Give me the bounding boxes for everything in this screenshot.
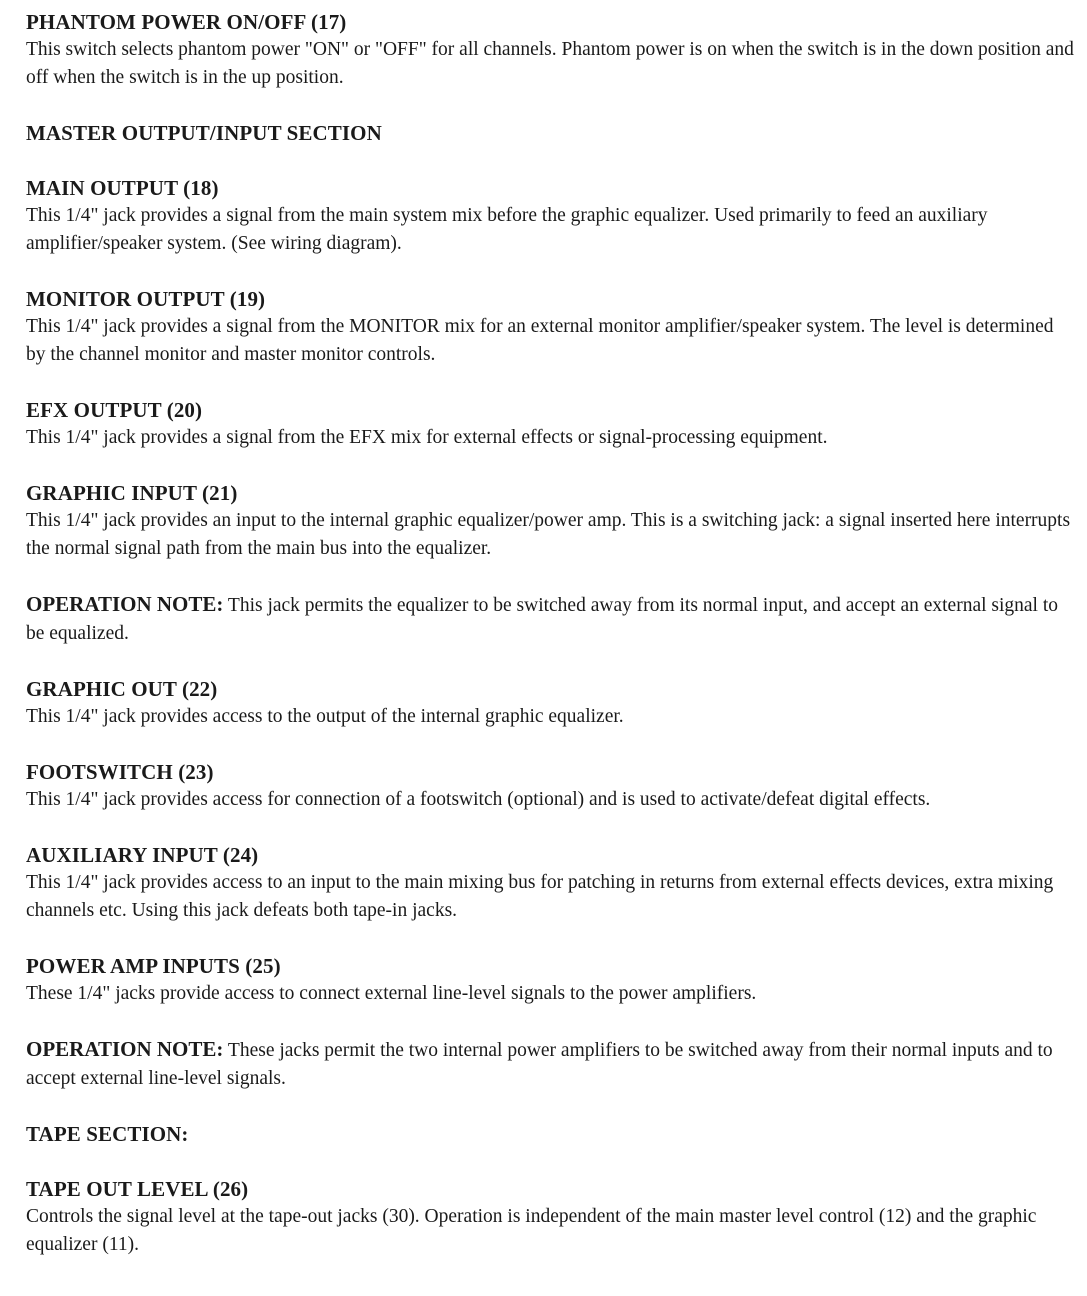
section-auxiliary-input [26,841,1076,925]
note-paragraph [26,590,1076,648]
section-tape-out-level [26,1175,1076,1259]
note-text: This jack permits the equalizer to be switched away from its normal input, and accept an external signal to be equalized. [26,595,1059,644]
section-heading: EFX OUTPUT (20) [26,398,203,422]
note-text: These jacks permit the two internal power amplifiers to be switched away from their normal inputs and to accept external line-level signals. [26,1040,1053,1089]
section-body: This 1/4" jack provides a signal from the main system mix before the graphic equalizer. Used primarily to feed an auxiliary amplifier/speaker system. (See wiring diagram). [26,205,988,254]
section-heading: MAIN OUTPUT (18) [26,176,219,200]
section-body: Controls the signal level at the tape-out jacks (30). Operation is independent of the main master level control (12) and the graphic equalizer (11). [26,1206,1037,1255]
section-graphic-out [26,675,1076,731]
section-body: This switch selects phantom power "ON" or "OFF" for all channels. Phantom power is on when the switch is in the down position and off when the switch is in the up position. [26,39,1074,88]
section-master-output-input [26,119,1076,147]
note-paragraph [26,1035,1076,1093]
section-heading: GRAPHIC INPUT (21) [26,481,238,505]
operation-note-power-amp [26,1035,1076,1093]
note-label: OPERATION NOTE: [26,592,224,616]
operation-note-graphic-input [26,590,1076,648]
section-heading: PHANTOM POWER ON/OFF (17) [26,10,347,34]
section-body: This 1/4" jack provides an input to the internal graphic equalizer/power amp. This is a switching jack: a signal inserted here interrupts the normal signal path from the main bus into the equalizer. [26,510,1071,559]
section-graphic-input [26,479,1076,563]
section-footswitch [26,758,1076,814]
section-heading: GRAPHIC OUT (22) [26,677,218,701]
section-body: This 1/4" jack provides access for connection of a footswitch (optional) and is used to activate/defeat digital effects. [26,789,931,810]
section-body: These 1/4" jacks provide access to connect external line-level signals to the power amplifiers. [26,983,757,1004]
section-phantom-power [26,8,1076,92]
section-tape [26,1120,1076,1148]
section-heading: AUXILIARY INPUT (24) [26,843,259,867]
section-heading: FOOTSWITCH (23) [26,760,214,784]
section-heading: POWER AMP INPUTS (25) [26,954,281,978]
section-heading: TAPE SECTION: [26,1122,189,1146]
section-body: This 1/4" jack provides access to an input to the main mixing bus for patching in returns from external effects devices, extra mixing channels etc. Using this jack defeats both tape-in jacks. [26,872,1054,921]
section-main-output [26,174,1076,258]
section-efx-output [26,396,1076,452]
manual-page [26,8,1076,1259]
note-label: OPERATION NOTE: [26,1037,224,1061]
section-heading: TAPE OUT LEVEL (26) [26,1177,249,1201]
section-body: This 1/4" jack provides a signal from the EFX mix for external effects or signal-processing equipment. [26,427,828,448]
section-power-amp-inputs [26,952,1076,1008]
section-heading: MASTER OUTPUT/INPUT SECTION [26,121,382,145]
section-body: This 1/4" jack provides access to the output of the internal graphic equalizer. [26,706,624,727]
section-body: This 1/4" jack provides a signal from the MONITOR mix for an external monitor amplifier/speaker system. The level is determined by the channel monitor and master monitor controls. [26,316,1054,365]
section-monitor-output [26,285,1076,369]
section-heading: MONITOR OUTPUT (19) [26,287,266,311]
